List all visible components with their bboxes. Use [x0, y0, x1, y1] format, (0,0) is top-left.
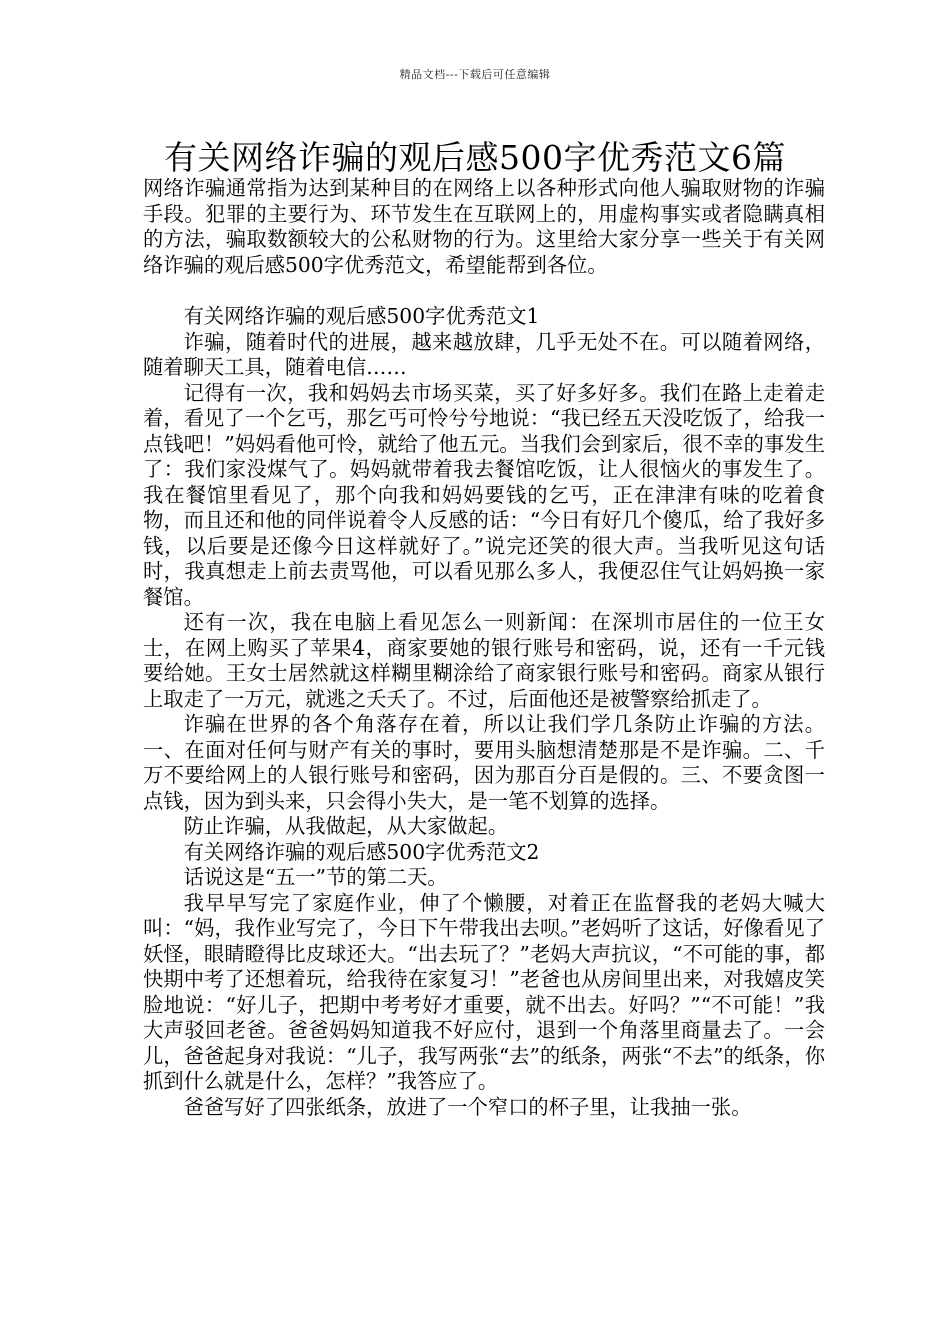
body-paragraph: 诈骗在世界的各个角落存在着，所以让我们学几条防止诈骗的方法。一、在面对任何与财产有关的事时，要用头脑想清楚那是不是诈骗。二、千万不要给网上的人银行账号和密码，因为那百分百是假的。三、不要贪图一点钱，因为到头来，只会得小失大，是一笔不划算的选择。 [143, 712, 825, 813]
body-paragraph: 记得有一次，我和妈妈去市场买菜，买了好多好多。我们在路上走着走着，看见了一个乞丐，那乞丐可怜兮兮地说：“我已经五天没吃饭了，给我一点钱吧！”妈妈看他可怜，就给了他五元。当我们会到家后，很不幸的事发生了：我们家没煤气了。妈妈就带着我去餐馆吃饭，让人很恼火的事发生了。我在餐馆里看见了，那个向我和妈妈要钱的乞丐，正在津津有味的吃着食物，而且还和他的同伴说着令人反感的话：“今日有好几个傻瓜，给了我好多钱，以后要是还像今日这样就好了。”说完还笑的很大声。当我听见这句话时，我真想走上前去责骂他，可以看见那么多人，我便忍住气让妈妈换一家餐馆。 [143, 380, 825, 609]
document-body [143, 176, 825, 1120]
body-paragraph: 话说这是“五一”节的第二天。 [183, 865, 448, 889]
blank-line [143, 278, 825, 304]
section-heading-2: 有关网络诈骗的观后感500字优秀范文2 [183, 839, 540, 864]
body-paragraph: 防止诈骗，从我做起，从大家做起。 [183, 814, 509, 838]
body-paragraph: 爸爸写好了四张纸条，放进了一个窄口的杯子里，让我抽一张。 [183, 1094, 752, 1119]
body-paragraph: 还有一次，我在电脑上看见怎么一则新闻：在深圳市居住的一位王女士，在网上购买了苹果4，商家要她的银行账号和密码，说，还有一千元钱要给她。王女士居然就这样糊里糊涂给了商家银行账号和密码。商家从银行上取走了一万元，就逃之夭夭了。不过，后面他还是被警察给抓走了。 [143, 610, 825, 711]
page-header: 精品文档---下载后可任意编辑 [399, 68, 551, 81]
section-heading-1: 有关网络诈骗的观后感500字优秀范文1 [183, 304, 540, 328]
document-title: 有关网络诈骗的观后感500字优秀范文6篇 [164, 138, 786, 177]
body-paragraph: 诈骗，随着时代的进展，越来越放肆，几乎无处不在。可以随着网络，随着聊天工具，随着电信…… [143, 329, 825, 379]
intro-paragraph: 网络诈骗通常指为达到某种目的在网络上以各种形式向他人骗取财物的诈骗手段。犯罪的主要行为、环节发生在互联网上的，用虚构事实或者隐瞒真相的方法，骗取数额较大的公私财物的行为。这里给大家分享一些关于有关网络诈骗的观后感500字优秀范文，希望能帮到各位。 [143, 176, 825, 277]
body-paragraph: 我早早写完了家庭作业，伸了个懒腰，对着正在监督我的老妈大喊大叫：“妈，我作业写完了，今日下午带我出去呗。”老妈听了这话，好像看见了妖怪，眼睛瞪得比皮球还大。“出去玩了？”老妈大声抗议，“不可能的事，都快期中考了还想着玩，给我待在家复习！”老爸也从房间里出来，对我嬉皮笑脸地说：“好儿子，把期中考考好才重要，就不出去。好吗？”“不可能！”我大声驳回老爸。爸爸妈妈知道我不好应付，退到一个角落里商量去了。一会儿，爸爸起身对我说：“儿子，我写两张“去”的纸条，两张“不去”的纸条，你抓到什么就是什么，怎样？”我答应了。 [143, 890, 825, 1093]
